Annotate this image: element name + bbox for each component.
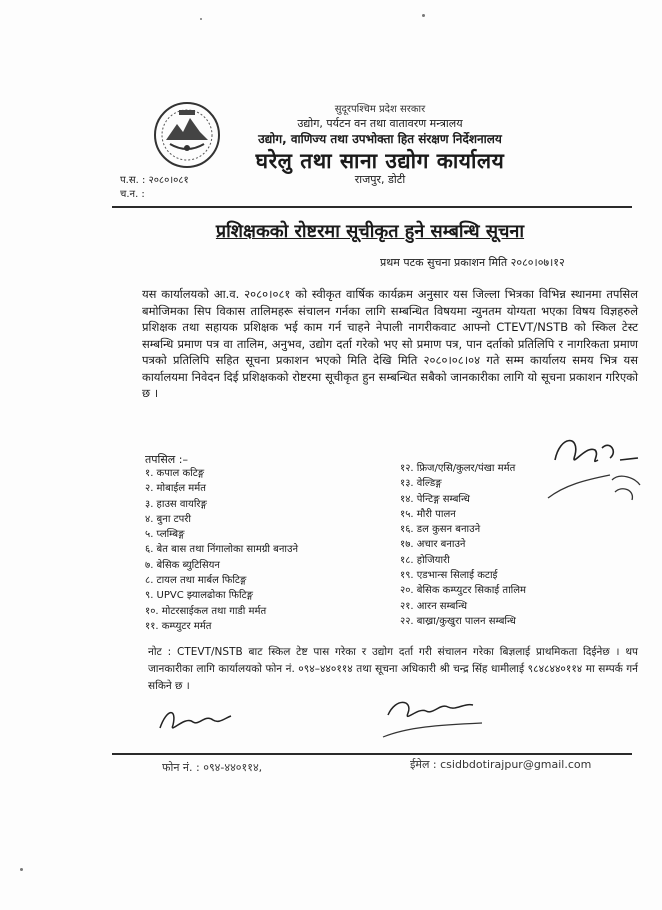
list-item: ३. हाउस वायरिङ्ग (145, 498, 207, 510)
header-directorate: उद्योग, वाणिज्य तथा उपभोक्ता हित संरक्षण निर्देशनालय (258, 132, 502, 146)
signature-right (378, 695, 488, 745)
list-item: ६. बेत बास तथा निंगालोका सामग्री बनाउने (145, 544, 299, 556)
government-emblem-icon (152, 100, 222, 170)
office-name: घरेलु तथा साना उद्योग कार्यालय (255, 149, 505, 173)
header-ministry: उद्योग, पर्यटन वन तथा वातावरण मन्त्रालय (297, 117, 463, 130)
office-phone: फोन नं. : ०९४-४४०११४, (162, 761, 263, 774)
list-item: १९. एडभान्स सिलाई कटाई (400, 570, 498, 582)
subjects-label: तपसिल :– (145, 453, 188, 466)
office-chief-signature (540, 430, 645, 515)
list-item: ४. बुना टपरी (145, 513, 191, 525)
dispatch-number: च.न. : (120, 189, 145, 200)
list-item: १५. मौरी पालन (400, 508, 456, 520)
scan-speck (200, 18, 202, 20)
list-item: २२. बाख्रा/कुखुरा पालन सम्बन्धि (400, 615, 516, 627)
list-item: ५. प्लम्बिङ्ग (145, 529, 185, 541)
office-location: राजपुर, डोटी (354, 173, 406, 186)
list-item: १८. होजियारी (400, 554, 450, 566)
list-item: १०. मोटरसाईकल तथा गाडी मर्मत (145, 605, 267, 617)
list-item: ८. टायल तथा मार्बल फिटिङ्ग (145, 575, 247, 587)
scan-speck (422, 14, 425, 17)
list-item: १३. वेल्डिङ्ग (400, 478, 442, 490)
list-item: १४. पेन्टिङ्ग सम्बन्धि (400, 493, 470, 505)
publish-date: प्रथम पटक सुचना प्रकाशन मिति २०८०।०७।१२ (380, 256, 565, 269)
list-item: २०. बेसिक कम्प्युटर सिकाई तालिम (400, 585, 527, 597)
letter-reference: प.स. : २०८०।०८१ (120, 175, 189, 186)
scan-speck (20, 868, 23, 871)
list-item: ११. कम्प्युटर मर्मत (145, 620, 212, 632)
list-item: १६. डल कुसन बनाउने (400, 524, 481, 536)
list-item: १२. फ्रिज/एसि/कुलर/पंखा मर्मत (400, 463, 516, 474)
notice-note: नोट : CTEVT/NSTB बाट स्किल टेष्ट पास गरेका र उद्योग दर्ता गरी संचालन गरेका बिज्ञलाई प्राथमिकता दिईनेछ । थप जानकारीका लागि कार्यालयको फोन नं. ०९४–४४०११४ तथा सूचना अधिकारी श्री चन्द्र सिंह धामीलाई ९८४८४४०११४ मा सम्पर्क गर्न सकिने छ । (148, 646, 638, 692)
list-item: २१. आरन सम्बन्धि (400, 600, 468, 612)
notice-title: प्रशिक्षकको रोष्टरमा सूचीकृत हुने सम्बन्धि सूचना (215, 221, 525, 242)
list-item: ९. UPVC झ्यालढोका फिटिङ्ग (145, 590, 253, 602)
list-item: २. मोबाईल मर्मत (145, 483, 206, 495)
office-email: ईमेल : csidbdotirajpur@gmail.com (410, 758, 592, 771)
footer-divider (112, 753, 632, 755)
header-province: सुदूरपश्चिम प्रदेश सरकार (334, 104, 426, 115)
subjects-list-left (145, 466, 395, 634)
signature-left (155, 700, 235, 740)
notice-body: यस कार्यालयको आ.व. २०८०।०८१ को स्वीकृत वार्षिक कार्यक्रम अनुसार यस जिल्ला भित्रका विभिन्न स्थानमा तपसिल बमोजिमका सिप विकास तालिमहरू संचालन गर्नका लागि सम्बन्धित विषयमा न्युनतम योग्यता भएका विषय विज्ञहरुले प्रशिक्षक तथा सहायक प्रशिक्षक भई काम गर्न चाहने नेपाली नागरीकवाट आफ्नो CTEVT/NSTB को स्किल टेस्ट सम्बन्धि प्रमाण पत्र वा तालिम, अनुभव, उद्योग दर्ता गरेको भए सो प्रमाण पत्र, पान दर्ताको प्रतिलिपि र नागरिकता प्रमाण पत्रको प्रतिलिपि सहित सूचना प्रकाशन भएको मिति देखि मिति २०८०।०८।०४ गते सम्म कार्यालय समय भित्र यस कार्यालयमा निवेदन दिई प्रशिक्षकको रोष्टरमा सूचीकृत हुन सम्बन्धित सबैको जानकारीका लागि यो सूचना प्रकाशन गरिएको छ । (142, 287, 638, 400)
list-item: ७. बेसिक ब्युटिसियन (145, 559, 220, 571)
header-divider (112, 206, 632, 208)
list-item: १७. अचार बनाउने (400, 539, 466, 551)
list-item: १. कपाल कटिङ्ग (145, 468, 205, 479)
